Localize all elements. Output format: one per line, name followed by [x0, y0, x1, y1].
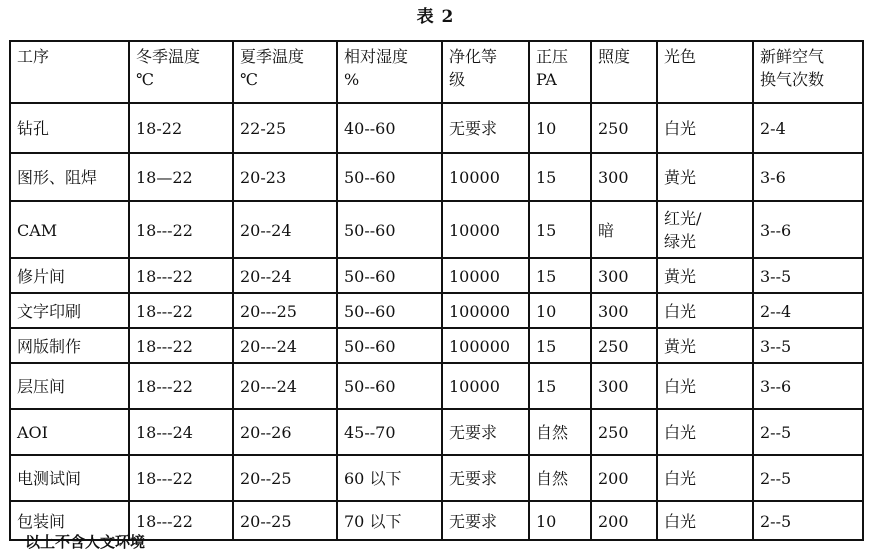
table-row	[10, 201, 863, 258]
table-cell: 文字印刷	[10, 293, 129, 328]
table-cell: 20--24	[233, 258, 337, 293]
table-cell: 修片间	[10, 258, 129, 293]
table-cell: 10000	[442, 258, 529, 293]
table-cell: 50--60	[337, 258, 442, 293]
table-cell: 无要求	[442, 409, 529, 455]
table-cell: 15	[529, 363, 591, 409]
table-cell: 15	[529, 258, 591, 293]
table-cell: 20---25	[233, 293, 337, 328]
table-cell: 50--60	[337, 363, 442, 409]
table-cell: 200	[591, 455, 657, 501]
table-cell: 无要求	[442, 455, 529, 501]
table-cell: 20--25	[233, 455, 337, 501]
table-cell: 白光	[657, 409, 753, 455]
table-cell: 50--60	[337, 153, 442, 201]
table-cell: 10	[529, 293, 591, 328]
table-cell: 3--5	[753, 258, 863, 293]
table-cell: 60 以下	[337, 455, 442, 501]
table-cell: 电测试间	[10, 455, 129, 501]
table-cell: 无要求	[442, 103, 529, 153]
table-cell: 白光	[657, 363, 753, 409]
table-cell: 50--60	[337, 201, 442, 258]
table-caption: 表 2	[416, 7, 455, 27]
table-row	[10, 293, 863, 328]
table-row	[10, 103, 863, 153]
column-header: 新鲜空气 换气次数	[753, 41, 863, 103]
table-row	[10, 409, 863, 455]
table-cell: 网版制作	[10, 328, 129, 363]
table-cell: 15	[529, 201, 591, 258]
table-cell: 黄光	[657, 258, 753, 293]
table-cell: 250	[591, 328, 657, 363]
table-cell: 白光	[657, 293, 753, 328]
table-row	[10, 328, 863, 363]
table-cell: 黄光	[657, 153, 753, 201]
table-body	[10, 103, 863, 540]
table-cell: 10000	[442, 363, 529, 409]
table-cell: 3-6	[753, 153, 863, 201]
table-cell: 50--60	[337, 293, 442, 328]
header-row	[10, 41, 863, 103]
table-cell: 50--60	[337, 328, 442, 363]
column-header: 光色	[657, 41, 753, 103]
table-cell: 3--5	[753, 328, 863, 363]
table-cell: 250	[591, 409, 657, 455]
table-cell: 18---22	[129, 363, 233, 409]
table-cell: 无要求	[442, 501, 529, 540]
table-cell: 300	[591, 293, 657, 328]
table-cell: 22-25	[233, 103, 337, 153]
table-cell: CAM	[10, 201, 129, 258]
table-cell: 白光	[657, 103, 753, 153]
table-cell: 45--70	[337, 409, 442, 455]
column-header: 夏季温度 ℃	[233, 41, 337, 103]
table-cell: 20--26	[233, 409, 337, 455]
table-cell: 2--5	[753, 409, 863, 455]
table-cell: 白光	[657, 455, 753, 501]
table-cell: 2-4	[753, 103, 863, 153]
table-cell: 2--5	[753, 455, 863, 501]
column-header: 照度	[591, 41, 657, 103]
table-cell: 18---22	[129, 501, 233, 540]
table-cell: 20-23	[233, 153, 337, 201]
table-cell: 20---24	[233, 328, 337, 363]
table-cell: 层压间	[10, 363, 129, 409]
table-cell: 70 以下	[337, 501, 442, 540]
table-cell: 18---22	[129, 293, 233, 328]
table-row	[10, 455, 863, 501]
table-cell: 包装间	[10, 501, 129, 540]
table-cell: 300	[591, 363, 657, 409]
table-cell: 自然	[529, 455, 591, 501]
table-cell: 100000	[442, 328, 529, 363]
table-cell: 300	[591, 153, 657, 201]
table-cell: 图形、阻焊	[10, 153, 129, 201]
table-cell: 钻孔	[10, 103, 129, 153]
table-row	[10, 363, 863, 409]
table-cell: 白光	[657, 501, 753, 540]
table-cell: 100000	[442, 293, 529, 328]
table-cell: 黄光	[657, 328, 753, 363]
table-cell: 20--25	[233, 501, 337, 540]
table-cell: 20--24	[233, 201, 337, 258]
column-header: 正压 PA	[529, 41, 591, 103]
table-cell: 10000	[442, 201, 529, 258]
column-header: 相对湿度 %	[337, 41, 442, 103]
table-cell: 红光/ 绿光	[657, 201, 753, 258]
table-cell: 18—22	[129, 153, 233, 201]
column-header: 净化等 级	[442, 41, 529, 103]
footnote: 以上不含人文环境	[25, 533, 146, 551]
table-cell: 2--4	[753, 293, 863, 328]
table-cell: AOI	[10, 409, 129, 455]
table-cell: 自然	[529, 409, 591, 455]
table-cell: 18-22	[129, 103, 233, 153]
column-header: 冬季温度 ℃	[129, 41, 233, 103]
environment-table	[9, 40, 864, 541]
table-cell: 10000	[442, 153, 529, 201]
table-cell: 18---22	[129, 455, 233, 501]
table-cell: 10	[529, 103, 591, 153]
table-cell: 300	[591, 258, 657, 293]
table-cell: 250	[591, 103, 657, 153]
table-cell: 18---22	[129, 258, 233, 293]
table-cell: 15	[529, 328, 591, 363]
table-row	[10, 153, 863, 201]
table-cell: 3--6	[753, 363, 863, 409]
table-cell: 暗	[591, 201, 657, 258]
table-row	[10, 258, 863, 293]
table-cell: 3--6	[753, 201, 863, 258]
table-cell: 20---24	[233, 363, 337, 409]
table-cell: 2--5	[753, 501, 863, 540]
table-cell: 18---22	[129, 328, 233, 363]
table-cell: 15	[529, 153, 591, 201]
table-cell: 18---24	[129, 409, 233, 455]
table-cell: 10	[529, 501, 591, 540]
table-cell: 200	[591, 501, 657, 540]
column-header: 工序	[10, 41, 129, 103]
table-cell: 40--60	[337, 103, 442, 153]
table-cell: 18---22	[129, 201, 233, 258]
